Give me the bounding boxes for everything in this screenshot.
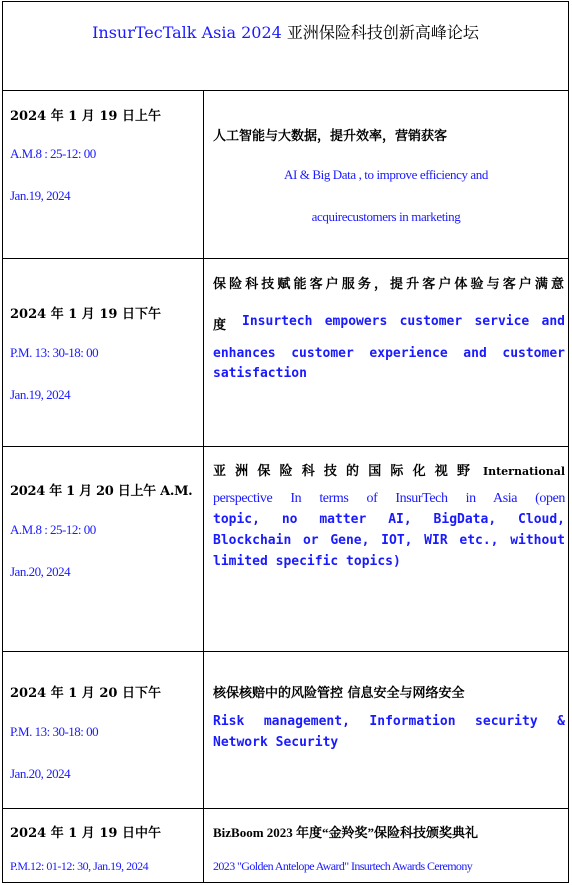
title-en: InsurTecTalk Asia 2024 (92, 23, 282, 42)
session-date-zh: 2024 年 1 月 19 日中午 (10, 826, 161, 841)
session-date-zh: 2024 年 1 月 19 日上午 (10, 109, 161, 124)
session-topic-cell (204, 652, 568, 808)
topic-zh: 亚洲保险科技的国际化视野 (213, 464, 473, 479)
topic-zh: 保险科技赋能客户服务，提升客户体验与客户满意 (213, 277, 565, 292)
topic-zh-tail: 度 (213, 318, 227, 333)
topic-en-line: perspective In terms of InsurTech in Asia (open (213, 491, 565, 506)
topic-zh: BizBoom 2023 年度“金羚奖”保险科技颁奖典礼 (213, 825, 479, 840)
title-zh: 亚洲保险科技创新高峰论坛 (286, 23, 479, 42)
table-row (3, 809, 568, 882)
agenda-table (2, 1, 569, 883)
table-row (3, 259, 568, 447)
session-date-en: Jan.20, 2024 (10, 766, 71, 781)
session-topic-cell (204, 91, 568, 258)
topic-zh: 核保核赔中的风险管控 信息安全与网络安全 (213, 686, 465, 701)
session-time: P.M. 13: 30-18: 00 (10, 724, 99, 739)
table-row (3, 91, 568, 259)
session-time-cell (3, 447, 204, 651)
table-header (3, 2, 568, 91)
session-topic-cell (204, 447, 568, 651)
session-date-zh: 2024 年 1 月 19 日下午 (10, 307, 161, 322)
topic-en-line: enhances customer experience and customer (213, 346, 565, 361)
topic-en-line: AI & Big Data , to improve efficiency and (284, 167, 488, 182)
session-time-cell (3, 91, 204, 258)
page-title (3, 20, 568, 43)
session-time: A.M.8 : 25-12: 00 (10, 146, 96, 161)
topic-mixed-line (213, 314, 565, 333)
session-time-cell (3, 809, 204, 882)
topic-en-line: acquirecustomers in marketing (311, 209, 461, 224)
topic-en-line: Risk management, Information security & (213, 714, 565, 729)
topic-en-line: 2023 "Golden Antelope Award" Insurtech Awards Ceremony (213, 859, 473, 873)
session-date-zh: 2024 年 1 月 20 日下午 (10, 686, 161, 701)
session-topic-cell (204, 809, 568, 882)
topic-en-line: satisfaction (213, 366, 307, 381)
session-date-zh: 2024 年 1 月 20 日上午 A.M. (10, 484, 193, 499)
session-topic-cell (204, 259, 568, 446)
session-date-en: Jan.19, 2024 (10, 188, 71, 203)
topic-zh: 人工智能与大数据，提升效率，营销获客 (213, 129, 448, 144)
topic-en-line: Network Security (213, 735, 339, 750)
table-row (3, 652, 568, 809)
session-time: P.M.12: 01-12: 30, Jan.19, 2024 (10, 859, 149, 873)
topic-en-line: limited specific topics) (213, 554, 401, 569)
topic-en-line: Blockchain or Gene, IOT, WIR etc., without (213, 533, 565, 548)
topic-en-line: Insurtech empowers customer service and (242, 314, 565, 329)
table-row (3, 447, 568, 652)
topic-mixed-line (213, 460, 565, 479)
topic-en-line: topic, no matter AI, BigData, Cloud, (213, 512, 565, 527)
topic-zh-tail: International (482, 465, 565, 478)
session-time-cell (3, 652, 204, 808)
session-time: A.M.8 : 25-12: 00 (10, 522, 96, 537)
session-time: P.M. 13: 30-18: 00 (10, 345, 99, 360)
session-date-en: Jan.20, 2024 (10, 564, 71, 579)
session-time-cell (3, 259, 204, 446)
session-date-en: Jan.19, 2024 (10, 387, 71, 402)
